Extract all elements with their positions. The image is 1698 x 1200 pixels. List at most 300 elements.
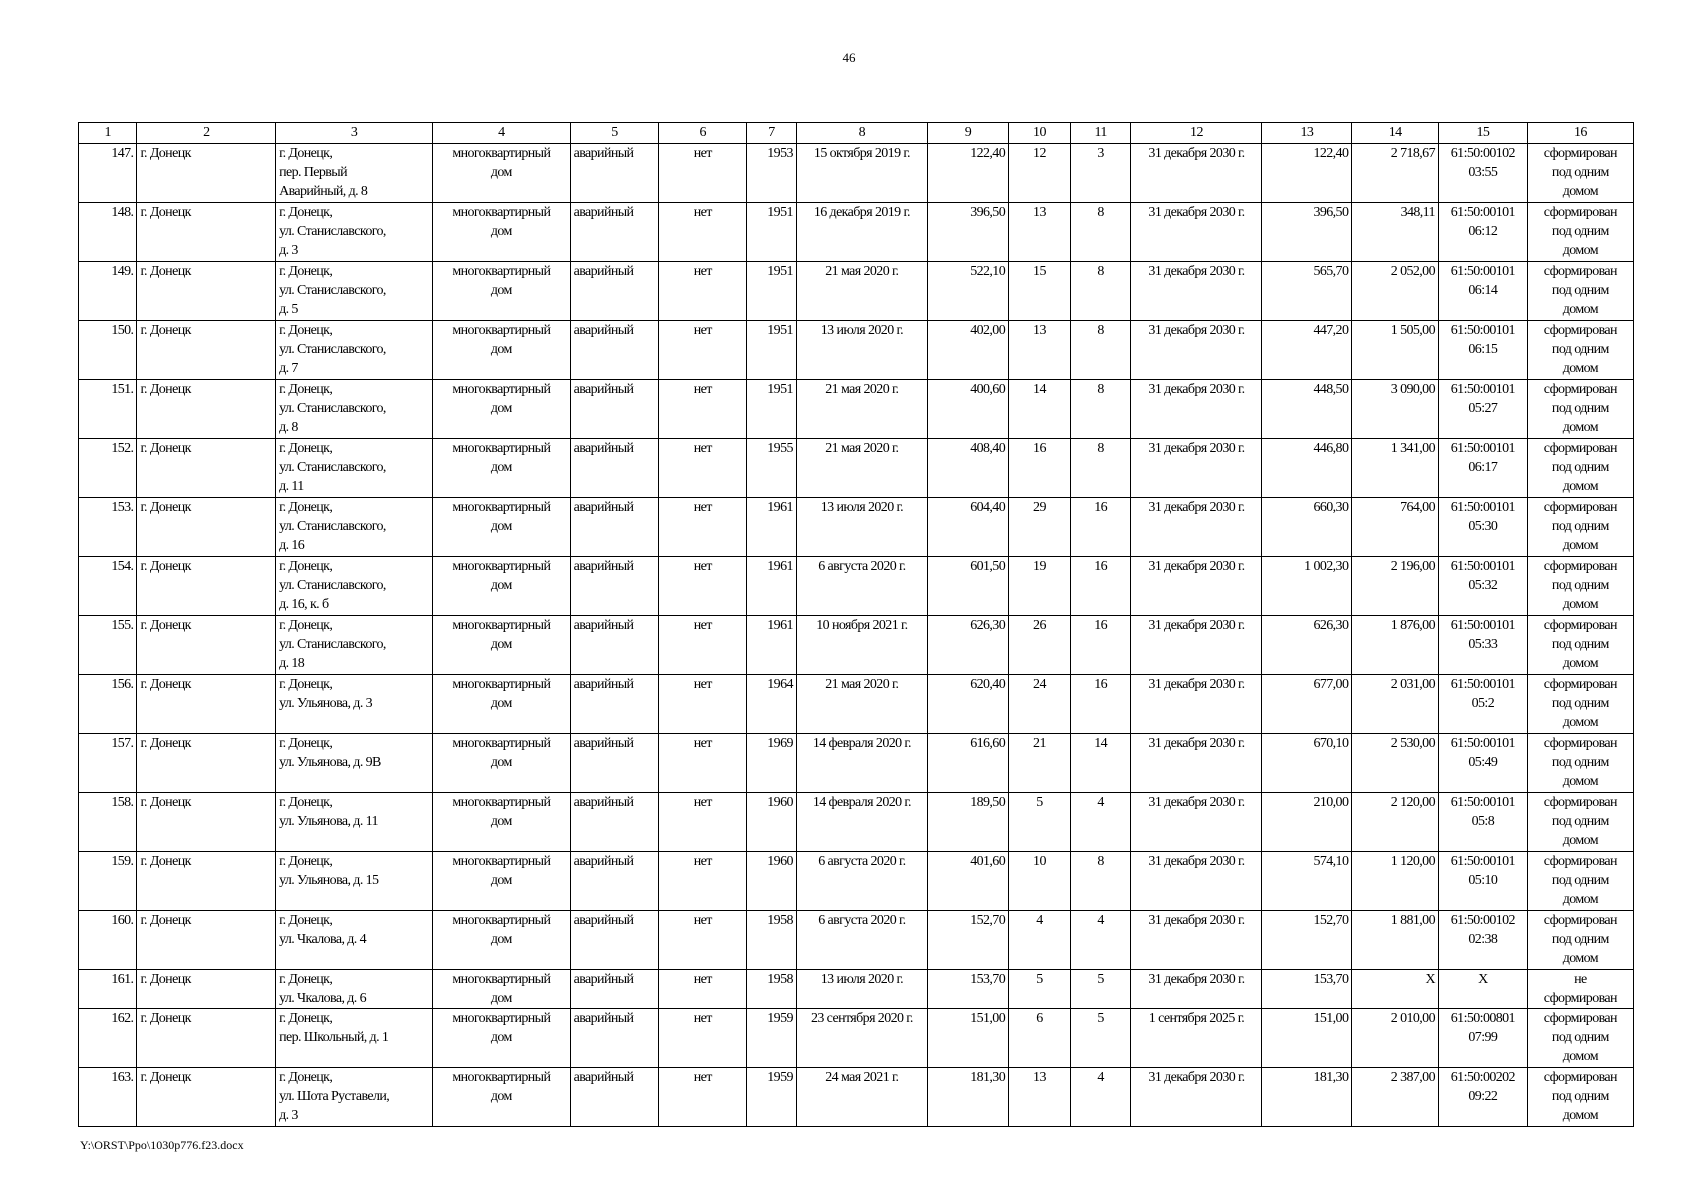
address-cell-line: ул. Станиславского, [279, 578, 386, 593]
status-cell: аварийный [570, 852, 659, 911]
formation-status-cell-line: под одним [1551, 755, 1609, 770]
cadastral-number-cell-line: 05:2 [1471, 696, 1495, 711]
column-header-5: 5 [570, 123, 659, 144]
table-row [79, 675, 1634, 734]
column-14-cell: 2 530,00 [1352, 734, 1439, 793]
column-10-cell: 6 [1009, 1009, 1071, 1068]
column-6-cell: нет [659, 203, 747, 262]
formation-status-cell-line: сформирован [1543, 382, 1617, 397]
formation-status-cell-line: домом [1562, 243, 1599, 258]
building-type-cell-line: многоквартирный [452, 618, 551, 633]
cadastral-number-cell-line: 05:8 [1471, 814, 1495, 829]
column-9-cell: 601,50 [927, 557, 1008, 616]
address-cell-line: г. Донецк, [279, 736, 333, 751]
year-cell: 1955 [747, 439, 797, 498]
building-type-cell [433, 1009, 571, 1068]
city-cell: г. Донецк [137, 498, 276, 557]
formation-status-cell-line: сформирован [1543, 323, 1617, 338]
column-10-cell: 13 [1009, 203, 1071, 262]
status-cell: аварийный [570, 1068, 659, 1127]
building-type-cell-line: дом [490, 578, 512, 593]
building-type-cell-line: многоквартирный [452, 382, 551, 397]
formation-status-cell-line: под одним [1551, 873, 1609, 888]
formation-status-cell-line: домом [1562, 951, 1599, 966]
building-type-cell-line: многоквартирный [452, 500, 551, 515]
address-cell-line: г. Донецк, [279, 559, 333, 574]
address-cell [276, 852, 433, 911]
city-cell: г. Донецк [137, 852, 276, 911]
column-6-cell: нет [659, 793, 747, 852]
cadastral-number-cell-line: 06:15 [1468, 342, 1498, 357]
file-path-footer: Y:\ORST\Ppo\1030p776.f23.docx [80, 1138, 244, 1152]
column-header-12: 12 [1131, 123, 1262, 144]
city-cell: г. Донецк [137, 262, 276, 321]
year-cell: 1951 [747, 321, 797, 380]
column-14-cell: 2 031,00 [1352, 675, 1439, 734]
cadastral-number-cell-line: 61:50:00101 [1450, 264, 1515, 279]
year-cell: 1951 [747, 262, 797, 321]
column-10-cell: 4 [1009, 911, 1071, 970]
cadastral-number-cell-line: 61:50:00101 [1450, 382, 1515, 397]
building-type-cell-line: многоквартирный [452, 677, 551, 692]
column-13-cell: 677,00 [1262, 675, 1352, 734]
column-9-cell: 189,50 [927, 793, 1008, 852]
table-row [79, 1068, 1634, 1127]
formation-status-cell-line: под одним [1551, 814, 1609, 829]
formation-status-cell [1527, 262, 1633, 321]
deadline-cell: 31 декабря 2030 г. [1131, 675, 1262, 734]
column-header-11: 11 [1070, 123, 1131, 144]
column-header-3: 3 [276, 123, 433, 144]
cadastral-number-cell-line: 03:55 [1468, 165, 1498, 180]
building-type-cell-line: дом [490, 165, 512, 180]
year-cell: 1969 [747, 734, 797, 793]
cadastral-number-cell-line: 05:27 [1468, 401, 1498, 416]
address-cell-line: ул. Станиславского, [279, 401, 386, 416]
cadastral-number-cell-line: 61:50:00202 [1450, 1070, 1515, 1085]
column-13-cell: 448,50 [1262, 380, 1352, 439]
column-11-cell: 4 [1070, 1068, 1131, 1127]
column-14-cell: 348,11 [1352, 203, 1439, 262]
column-header-1: 1 [79, 123, 137, 144]
building-type-cell [433, 970, 571, 1009]
deadline-cell: 31 декабря 2030 г. [1131, 911, 1262, 970]
column-13-cell: 1 002,30 [1262, 557, 1352, 616]
housing-registry-table [78, 122, 1634, 1127]
formation-status-cell [1527, 557, 1633, 616]
deadline-cell: 31 декабря 2030 г. [1131, 380, 1262, 439]
column-14-cell: 1 505,00 [1352, 321, 1439, 380]
cadastral-number-cell-line: 61:50:00801 [1450, 1011, 1515, 1026]
building-type-cell-line: многоквартирный [452, 559, 551, 574]
address-cell-line: Аварийный, д. 8 [279, 184, 368, 199]
address-cell-line: г. Донецк, [279, 972, 333, 987]
building-type-cell-line: дом [490, 1030, 512, 1045]
column-6-cell: нет [659, 321, 747, 380]
formation-status-cell-line: под одним [1551, 1089, 1609, 1104]
address-cell [276, 675, 433, 734]
year-cell: 1951 [747, 203, 797, 262]
row-number-cell: 158. [79, 793, 137, 852]
address-cell-line: д. 3 [279, 243, 298, 258]
address-cell-line: ул. Шота Руставели, [279, 1089, 390, 1104]
year-cell: 1961 [747, 616, 797, 675]
address-cell-line: г. Донецк, [279, 795, 333, 810]
address-cell-line: г. Донецк, [279, 441, 333, 456]
column-10-cell: 21 [1009, 734, 1071, 793]
cadastral-number-cell-line: 09:22 [1468, 1089, 1498, 1104]
table-row [79, 793, 1634, 852]
formation-status-cell [1527, 852, 1633, 911]
building-type-cell-line: дом [490, 637, 512, 652]
year-cell: 1953 [747, 144, 797, 203]
city-cell: г. Донецк [137, 439, 276, 498]
cadastral-number-cell-line: 06:14 [1468, 283, 1498, 298]
status-cell: аварийный [570, 734, 659, 793]
column-11-cell: 8 [1070, 203, 1131, 262]
cadastral-number-cell [1438, 144, 1527, 203]
column-13-cell: 181,30 [1262, 1068, 1352, 1127]
address-cell-line: г. Донецк, [279, 1011, 333, 1026]
cadastral-number-cell-line: 05:32 [1468, 578, 1498, 593]
building-type-cell-line: многоквартирный [452, 1070, 551, 1085]
formation-status-cell-line: домом [1562, 715, 1599, 730]
table-row [79, 557, 1634, 616]
column-10-cell: 5 [1009, 793, 1071, 852]
column-9-cell: 604,40 [927, 498, 1008, 557]
column-header-16: 16 [1527, 123, 1633, 144]
deadline-cell: 31 декабря 2030 г. [1131, 1068, 1262, 1127]
city-cell: г. Донецк [137, 557, 276, 616]
formation-status-cell-line: под одним [1551, 401, 1609, 416]
column-10-cell: 26 [1009, 616, 1071, 675]
cadastral-number-cell [1438, 734, 1527, 793]
column-14-cell: 2 010,00 [1352, 1009, 1439, 1068]
table-row [79, 911, 1634, 970]
formation-status-cell-line: сформирован [1543, 264, 1617, 279]
column-6-cell: нет [659, 557, 747, 616]
status-cell: аварийный [570, 498, 659, 557]
column-14-cell: 764,00 [1352, 498, 1439, 557]
column-14-cell: 2 718,67 [1352, 144, 1439, 203]
cadastral-number-cell [1438, 793, 1527, 852]
formation-status-cell-line: домом [1562, 597, 1599, 612]
cadastral-number-cell-line: 61:50:00102 [1450, 913, 1515, 928]
date-cell: 14 февраля 2020 г. [796, 793, 927, 852]
column-13-cell: 574,10 [1262, 852, 1352, 911]
address-cell-line: г. Донецк, [279, 146, 333, 161]
formation-status-cell-line: под одним [1551, 637, 1609, 652]
column-14-cell: 2 120,00 [1352, 793, 1439, 852]
column-11-cell: 16 [1070, 616, 1131, 675]
column-10-cell: 14 [1009, 380, 1071, 439]
address-cell [276, 321, 433, 380]
building-type-cell-line: дом [490, 696, 512, 711]
column-10-cell: 12 [1009, 144, 1071, 203]
column-header-4: 4 [433, 123, 571, 144]
building-type-cell-line: многоквартирный [452, 736, 551, 751]
row-number-cell: 161. [79, 970, 137, 1009]
building-type-cell-line: многоквартирный [452, 972, 551, 987]
column-6-cell: нет [659, 380, 747, 439]
building-type-cell [433, 1068, 571, 1127]
formation-status-cell-line: сформирован [1543, 736, 1617, 751]
table-row [79, 498, 1634, 557]
address-cell-line: ул. Чкалова, д. 4 [279, 932, 367, 947]
column-9-cell: 522,10 [927, 262, 1008, 321]
address-cell [276, 498, 433, 557]
building-type-cell-line: многоквартирный [452, 146, 551, 161]
date-cell: 21 мая 2020 г. [796, 380, 927, 439]
formation-status-cell-line: домом [1562, 833, 1599, 848]
column-6-cell: нет [659, 970, 747, 1009]
column-11-cell: 3 [1070, 144, 1131, 203]
column-6-cell: нет [659, 262, 747, 321]
formation-status-cell-line: под одним [1551, 519, 1609, 534]
column-11-cell: 16 [1070, 557, 1131, 616]
year-cell: 1960 [747, 852, 797, 911]
address-cell-line: ул. Ульянова, д. 9В [279, 755, 381, 770]
city-cell: г. Донецк [137, 1009, 276, 1068]
column-14-cell: 2 052,00 [1352, 262, 1439, 321]
building-type-cell-line: дом [490, 519, 512, 534]
formation-status-cell [1527, 970, 1633, 1009]
column-13-cell: 151,00 [1262, 1009, 1352, 1068]
column-9-cell: 401,60 [927, 852, 1008, 911]
column-9-cell: 408,40 [927, 439, 1008, 498]
address-cell-line: д. 3 [279, 1108, 298, 1123]
building-type-cell-line: дом [490, 283, 512, 298]
cadastral-number-cell-line: 61:50:00101 [1450, 205, 1515, 220]
cadastral-number-cell [1438, 616, 1527, 675]
column-11-cell: 8 [1070, 380, 1131, 439]
deadline-cell: 31 декабря 2030 г. [1131, 793, 1262, 852]
formation-status-cell-line: сформирован [1543, 500, 1617, 515]
column-9-cell: 626,30 [927, 616, 1008, 675]
table-row [79, 262, 1634, 321]
table-row [79, 852, 1634, 911]
address-cell [276, 203, 433, 262]
row-number-cell: 149. [79, 262, 137, 321]
cadastral-number-cell-line: 61:50:00101 [1450, 854, 1515, 869]
address-cell [276, 144, 433, 203]
address-cell-line: г. Донецк, [279, 205, 333, 220]
date-cell: 15 октября 2019 г. [796, 144, 927, 203]
status-cell: аварийный [570, 380, 659, 439]
column-10-cell: 24 [1009, 675, 1071, 734]
row-number-cell: 155. [79, 616, 137, 675]
column-11-cell: 5 [1070, 1009, 1131, 1068]
column-13-cell: 152,70 [1262, 911, 1352, 970]
table-row [79, 144, 1634, 203]
building-type-cell-line: дом [490, 1089, 512, 1104]
building-type-cell [433, 380, 571, 439]
deadline-cell: 31 декабря 2030 г. [1131, 439, 1262, 498]
building-type-cell-line: дом [490, 755, 512, 770]
column-header-9: 9 [927, 123, 1008, 144]
cadastral-number-cell-line: 61:50:00101 [1450, 559, 1515, 574]
column-14-cell: Х [1352, 970, 1439, 1009]
city-cell: г. Донецк [137, 616, 276, 675]
formation-status-cell-line: домом [1562, 361, 1599, 376]
row-number-cell: 151. [79, 380, 137, 439]
city-cell: г. Донецк [137, 380, 276, 439]
cadastral-number-cell-line: 61:50:00101 [1450, 736, 1515, 751]
city-cell: г. Донецк [137, 203, 276, 262]
column-14-cell: 1 881,00 [1352, 911, 1439, 970]
page-number: 46 [842, 50, 856, 65]
address-cell [276, 616, 433, 675]
formation-status-cell [1527, 911, 1633, 970]
address-cell [276, 734, 433, 793]
column-header-14: 14 [1352, 123, 1439, 144]
city-cell: г. Донецк [137, 970, 276, 1009]
building-type-cell [433, 852, 571, 911]
address-cell-line: д. 11 [279, 479, 304, 494]
year-cell: 1958 [747, 911, 797, 970]
column-6-cell: нет [659, 675, 747, 734]
column-11-cell: 8 [1070, 262, 1131, 321]
address-cell-line: г. Донецк, [279, 677, 333, 692]
formation-status-cell [1527, 321, 1633, 380]
cadastral-number-cell-line: 05:33 [1468, 637, 1498, 652]
column-6-cell: нет [659, 498, 747, 557]
date-cell: 13 июля 2020 г. [796, 970, 927, 1009]
cadastral-number-cell-line: 02:38 [1468, 932, 1498, 947]
cadastral-number-cell-line: 05:30 [1468, 519, 1498, 534]
column-header-7: 7 [747, 123, 797, 144]
building-type-cell [433, 439, 571, 498]
column-11-cell: 16 [1070, 675, 1131, 734]
address-cell-line: ул. Ульянова, д. 3 [279, 696, 373, 711]
city-cell: г. Донецк [137, 144, 276, 203]
column-14-cell: 1 876,00 [1352, 616, 1439, 675]
column-11-cell: 16 [1070, 498, 1131, 557]
column-13-cell: 446,80 [1262, 439, 1352, 498]
column-11-cell: 8 [1070, 321, 1131, 380]
column-6-cell: нет [659, 734, 747, 793]
column-14-cell: 1 120,00 [1352, 852, 1439, 911]
building-type-cell [433, 203, 571, 262]
building-type-cell-line: многоквартирный [452, 205, 551, 220]
cadastral-number-cell [1438, 1009, 1527, 1068]
cadastral-number-cell-line: 06:17 [1468, 460, 1498, 475]
cadastral-number-cell-line: 05:10 [1468, 873, 1498, 888]
deadline-cell: 31 декабря 2030 г. [1131, 970, 1262, 1009]
cadastral-number-cell-line: 07:99 [1468, 1030, 1498, 1045]
formation-status-cell-line: домом [1562, 479, 1599, 494]
column-9-cell: 402,00 [927, 321, 1008, 380]
date-cell: 13 июля 2020 г. [796, 321, 927, 380]
formation-status-cell-line: сформирован [1543, 913, 1617, 928]
status-cell: аварийный [570, 616, 659, 675]
table-row [79, 616, 1634, 675]
address-cell-line: ул. Станиславского, [279, 460, 386, 475]
column-10-cell: 5 [1009, 970, 1071, 1009]
deadline-cell: 31 декабря 2030 г. [1131, 262, 1262, 321]
formation-status-cell-line: сформирован [1543, 991, 1617, 1006]
date-cell: 24 мая 2021 г. [796, 1068, 927, 1127]
row-number-cell: 152. [79, 439, 137, 498]
status-cell: аварийный [570, 911, 659, 970]
building-type-cell-line: многоквартирный [452, 1011, 551, 1026]
date-cell: 6 августа 2020 г. [796, 557, 927, 616]
row-number-cell: 163. [79, 1068, 137, 1127]
date-cell: 6 августа 2020 г. [796, 852, 927, 911]
column-11-cell: 4 [1070, 793, 1131, 852]
address-cell [276, 439, 433, 498]
address-cell-line: ул. Ульянова, д. 11 [279, 814, 378, 829]
formation-status-cell [1527, 793, 1633, 852]
address-cell [276, 970, 433, 1009]
column-14-cell: 1 341,00 [1352, 439, 1439, 498]
column-header-10: 10 [1009, 123, 1071, 144]
formation-status-cell [1527, 439, 1633, 498]
row-number-cell: 162. [79, 1009, 137, 1068]
city-cell: г. Донецк [137, 734, 276, 793]
building-type-cell-line: дом [490, 932, 512, 947]
status-cell: аварийный [570, 439, 659, 498]
date-cell: 14 февраля 2020 г. [796, 734, 927, 793]
formation-status-cell-line: сформирован [1543, 205, 1617, 220]
year-cell: 1958 [747, 970, 797, 1009]
address-cell-line: ул. Станиславского, [279, 342, 386, 357]
year-cell: 1959 [747, 1009, 797, 1068]
column-11-cell: 5 [1070, 970, 1131, 1009]
formation-status-cell-line: сформирован [1543, 1011, 1617, 1026]
column-11-cell: 8 [1070, 852, 1131, 911]
column-13-cell: 210,00 [1262, 793, 1352, 852]
formation-status-cell-line: под одним [1551, 932, 1609, 947]
address-cell-line: д. 7 [279, 361, 298, 376]
cadastral-number-cell [1438, 557, 1527, 616]
column-6-cell: нет [659, 144, 747, 203]
column-9-cell: 152,70 [927, 911, 1008, 970]
column-9-cell: 620,40 [927, 675, 1008, 734]
address-cell-line: ул. Станиславского, [279, 283, 386, 298]
cadastral-number-cell [1438, 262, 1527, 321]
building-type-cell-line: многоквартирный [452, 854, 551, 869]
address-cell-line: пер. Первый [279, 165, 348, 180]
building-type-cell-line: дом [490, 401, 512, 416]
address-cell-line: д. 8 [279, 420, 298, 435]
column-9-cell: 396,50 [927, 203, 1008, 262]
formation-status-cell [1527, 144, 1633, 203]
city-cell: г. Донецк [137, 675, 276, 734]
year-cell: 1961 [747, 498, 797, 557]
deadline-cell: 31 декабря 2030 г. [1131, 498, 1262, 557]
year-cell: 1959 [747, 1068, 797, 1127]
formation-status-cell [1527, 380, 1633, 439]
table-body [79, 144, 1634, 1127]
formation-status-cell [1527, 616, 1633, 675]
address-cell-line: пер. Школьный, д. 1 [279, 1030, 389, 1045]
deadline-cell: 1 сентября 2025 г. [1131, 1009, 1262, 1068]
column-header-15: 15 [1438, 123, 1527, 144]
address-cell [276, 262, 433, 321]
address-cell-line: г. Донецк, [279, 382, 333, 397]
building-type-cell-line: дом [490, 460, 512, 475]
formation-status-cell [1527, 203, 1633, 262]
formation-status-cell-line: домом [1562, 656, 1599, 671]
building-type-cell [433, 321, 571, 380]
row-number-cell: 147. [79, 144, 137, 203]
cadastral-number-cell-line: 61:50:00101 [1450, 795, 1515, 810]
formation-status-cell-line: домом [1562, 1049, 1599, 1064]
status-cell: аварийный [570, 675, 659, 734]
cadastral-number-cell-line: 06:12 [1468, 224, 1498, 239]
address-cell [276, 1068, 433, 1127]
